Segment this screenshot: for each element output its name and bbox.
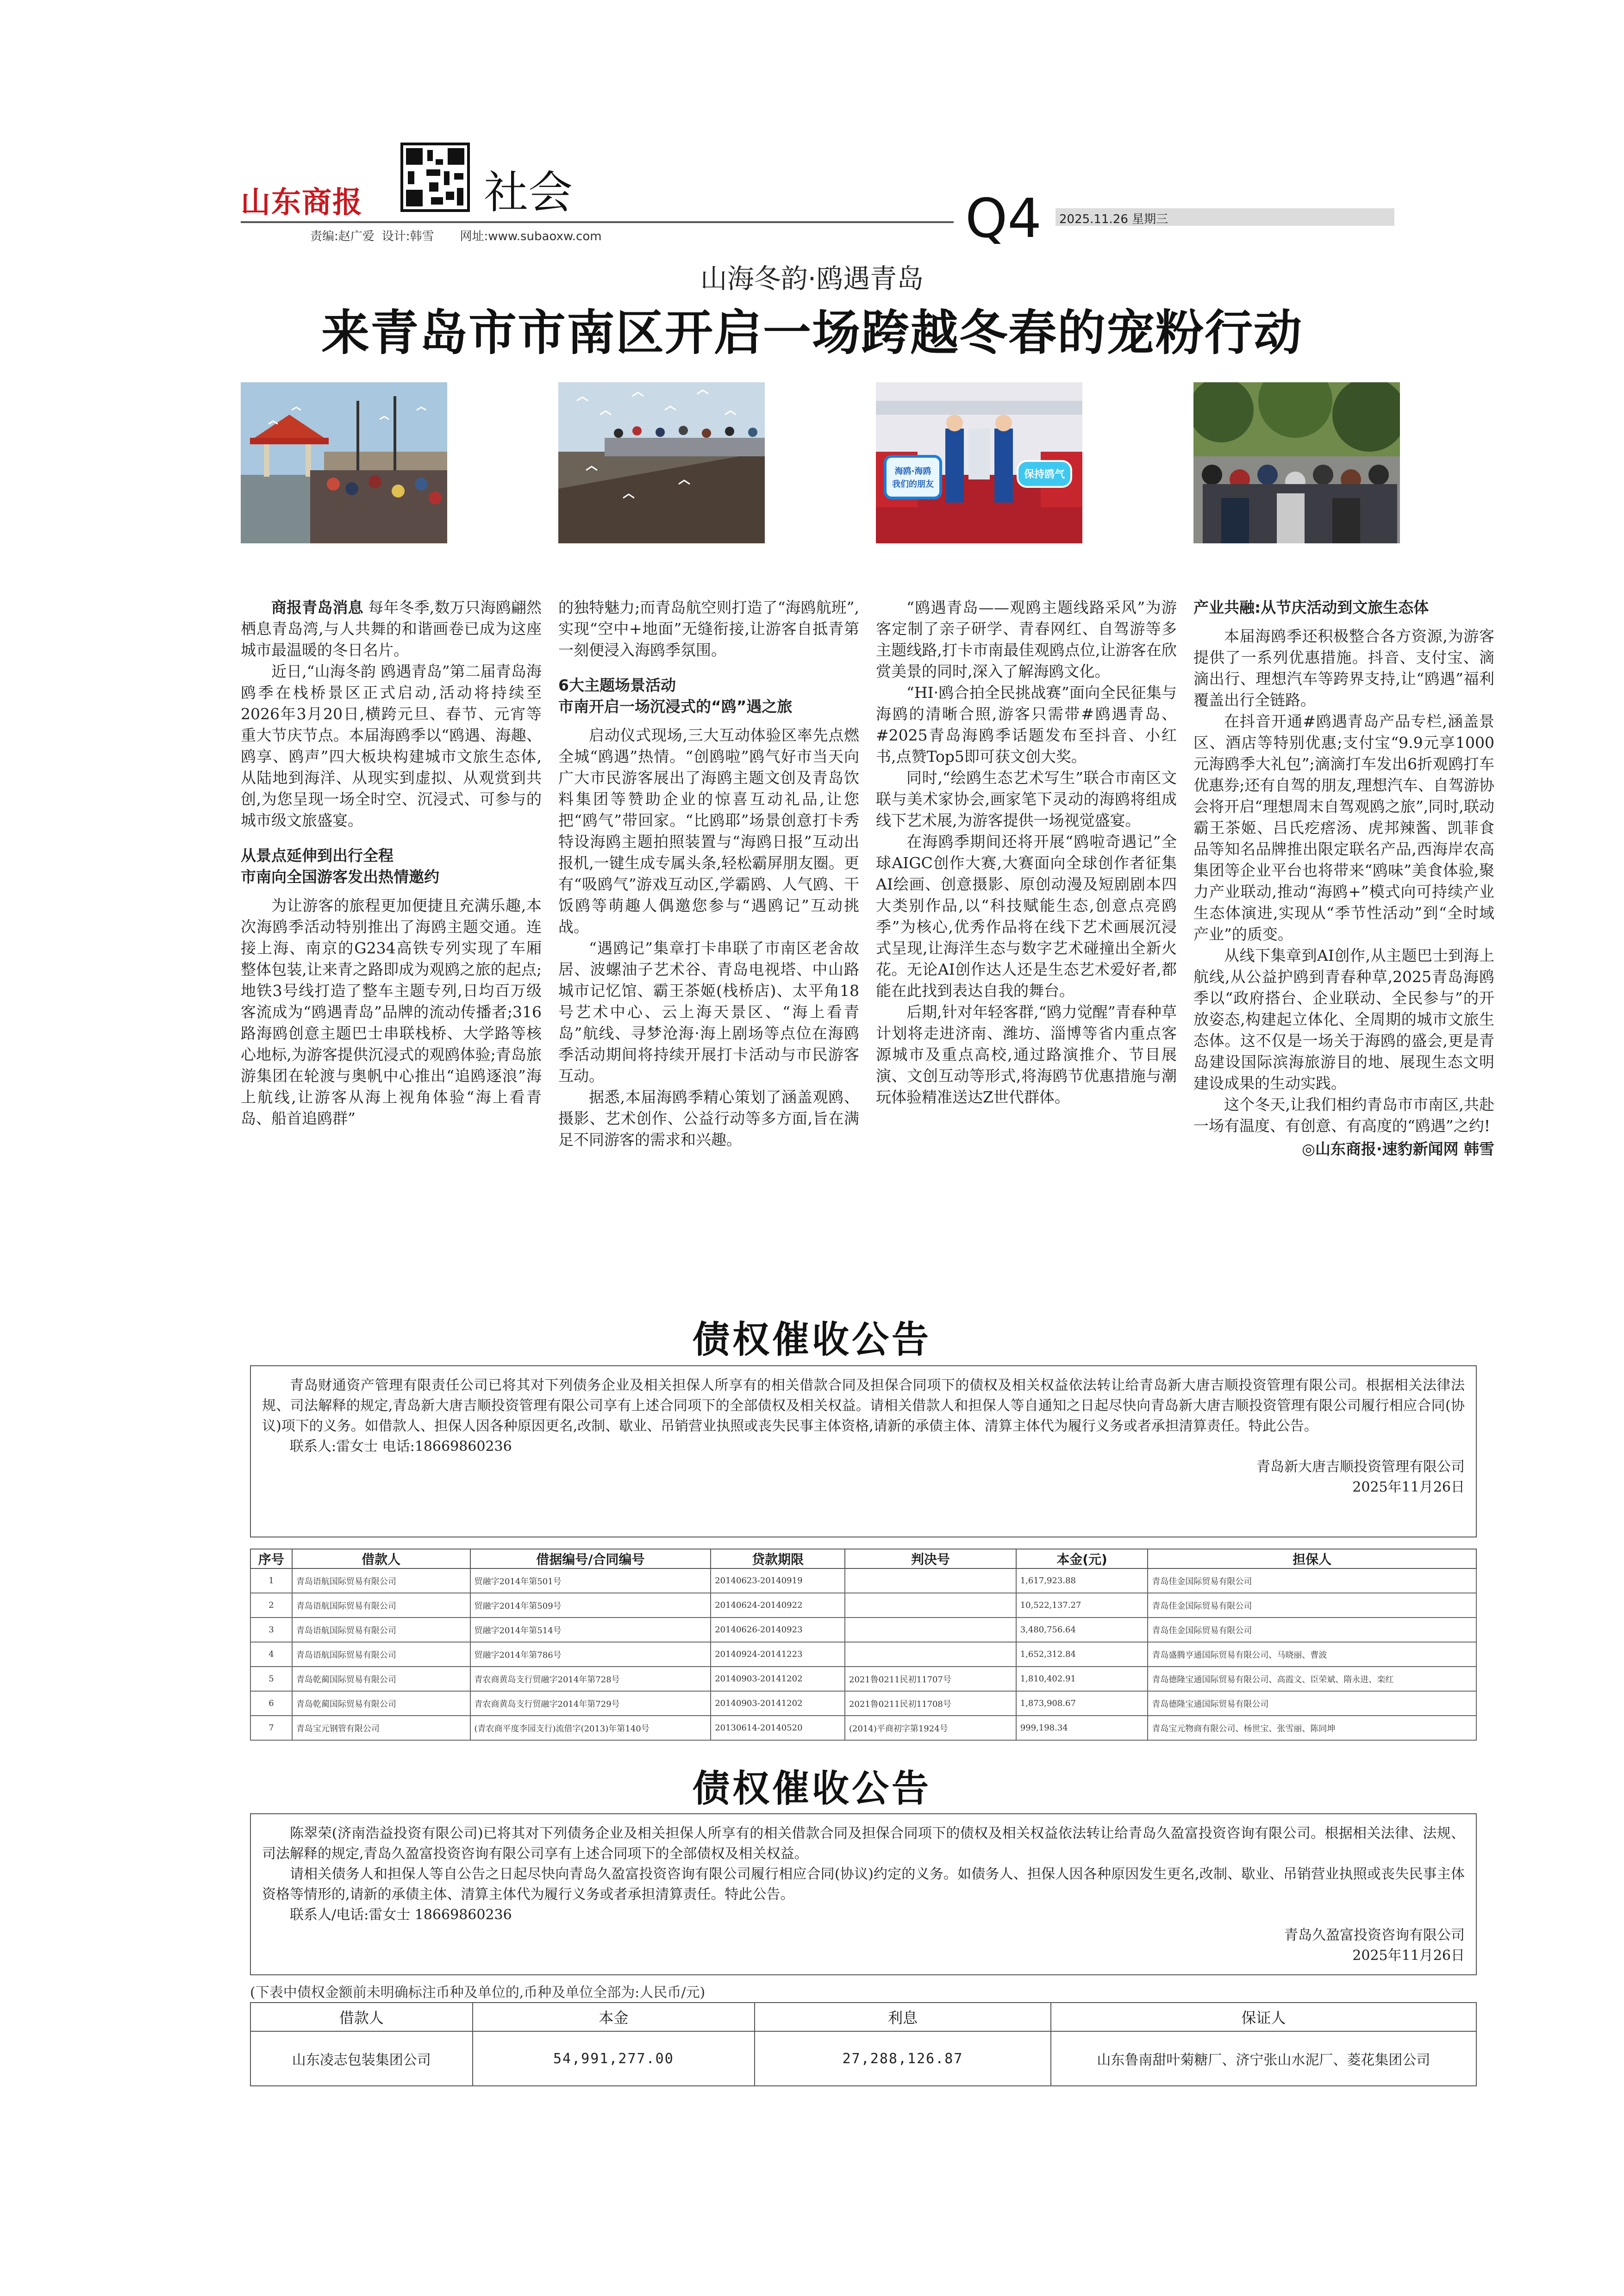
table-cell: 1,810,402.91 [1016, 1667, 1148, 1691]
table-cell [845, 1642, 1016, 1667]
table-cell: 999,198.34 [1016, 1716, 1148, 1740]
article-paragraph: “遇鸥记”集章打卡串联了市南区老舍故居、波螺油子艺术谷、青岛电视塔、中山路城市记忆馆、霸王茶姬(栈桥店)、太平角18号艺术中心、云上海天景区、“海上看青岛”航线、寻梦沧海·海上剧场等点位在海鸥季活动期间将持续开展打卡活动与市民游客互动。 [558, 939, 859, 1085]
table-cell [845, 1568, 1016, 1593]
table-cell: 5 [250, 1667, 292, 1691]
article-paragraph: 后期,针对年轻客群,“鸥力觉醒”青春种草计划将走进济南、潍坊、淄博等省内重点客源城市及重点高校,通过路演推介、节目展演、文创互动等形式,将海鸥节优惠措施与潮玩体验精准送达Z世代群体。 [876, 1003, 1177, 1106]
table-cell: 6 [250, 1691, 292, 1716]
train-attendants-photo [876, 382, 1082, 543]
article-paragraph: 据悉,本届海鸥季精心策划了涵盖观鸥、摄影、艺术创作、公益行动等多方面,旨在满足不同游客的需求和兴趣。 [558, 1088, 859, 1149]
designer-credit: 设计:韩雪 [381, 230, 434, 243]
subheading-line: 从景点延伸到出行全程 [241, 846, 394, 865]
website-link[interactable]: 网址:www.subaoxw.com [460, 230, 602, 243]
table-cell: 20140924-20141223 [711, 1642, 845, 1667]
table-cell: 54,991,277.00 [473, 2031, 755, 2086]
article-paragraph: 近日,“山海冬韵 鸥遇青岛”第二届青岛海鸥季在栈桥景区正式启动,活动将持续至2026年3月20日,横跨元旦、春节、元宵等重大节庆节点。本届海鸥季以“鸥遇、海趣、鸥享、鸥声”四大板块构建城市文旅生态体,从陆地到海洋、从现实到虚拟、从观赏到共创,为您呈现一场全时空、沉浸式、可参与的城市级文旅盛宴。 [241, 662, 542, 829]
article-paragraph: 从线下集章到AI创作,从主题巴士到海上航线,从公益护鸥到青春种草,2025青岛海鸥季以“政府搭台、企业联动、全民参与”的开放姿态,构建起立体化、全周期的城市文旅生态体。这不仅是一场关于海鸥的盛会,更是青岛建设国际滨海旅游目的地、展现生态文明建设成果的生动实践。 [1193, 946, 1494, 1092]
table-header-cell: 本金(元) [1016, 1549, 1148, 1568]
table-cell: 20140903-20141202 [711, 1667, 845, 1691]
article-paragraph: 在抖音开通#鸥遇青岛产品专栏,涵盖景区、酒店等特别优惠;支付宝“9.9元享1000元海鸥季大礼包”;滴滴打车发出6折观鸥打车优惠券;还有自驾的朋友,理想汽车、自驾游协会将开启“理想周末自驾观鸥之旅”,同时,联动霸王茶姬、吕氏疙瘩汤、虎邦辣酱、凯菲食品等知名品牌推出限定联名产品,西海岸农高集团等企业平台也将带来“鸥味”美食体验,聚力产业联动,推动“海鸥+”模式向可持续产业生态体演进,实现从“季节性活动”到“全时域产业”的质变。 [1193, 712, 1494, 943]
notice-contact: 联系人/电话:雷女士 18669860236 [290, 1907, 512, 1923]
table-header-row [250, 1549, 1476, 1568]
subheading [241, 845, 542, 888]
page-number: Q4 [965, 187, 1042, 250]
table-cell: 20140623-20140919 [711, 1568, 845, 1593]
article-signature: ◎山东商报·速豹新闻网 韩雪 [1302, 1140, 1494, 1158]
table-header-row [250, 2003, 1476, 2031]
article-paragraph: 同时,“绘鸥生态艺术写生”联合市南区文联与美术家协会,画家笔下灵动的海鸥将组成线下艺术展,为游客提供一场视觉盛宴。 [876, 769, 1177, 829]
brand-logo: 山东商报 [241, 186, 363, 220]
qr-code-icon[interactable] [400, 143, 470, 212]
table-header-cell: 借款人 [250, 2003, 473, 2031]
article-paragraph: 每年冬季,数万只海鸥翩然栖息青岛湾,与人共舞的和谐画卷已成为这座城市最温暖的冬日名片。 [241, 598, 542, 659]
subheading-line: 市南向全国游客发出热情邀约 [241, 868, 439, 886]
table-header-cell: 保证人 [1051, 2003, 1476, 2031]
table-cell: 1 [250, 1568, 292, 1593]
table-cell: (2014)平商初字第1924号 [845, 1716, 1016, 1740]
debt-table [250, 2002, 1477, 2086]
article-column-4 [1193, 597, 1494, 1296]
table-header-cell: 序号 [250, 1549, 292, 1568]
svg-text:保持鸥气: 保持鸥气 [1024, 469, 1065, 480]
article-paragraph: 本届海鸥季还积极整合各方资源,为游客提供了一系列优惠措施。抖音、支付宝、滴滴出行、理想汽车等跨界支持,让“鸥遇”福利覆盖出行全链路。 [1193, 627, 1494, 709]
table-row [250, 1642, 1476, 1667]
article-lead: 商报青岛消息 [271, 598, 363, 616]
table-cell: 贸融字2014年第509号 [470, 1593, 711, 1618]
table-cell: 3 [250, 1618, 292, 1642]
credits-line [310, 227, 609, 244]
table-cell: 2021鲁0211民初11708号 [845, 1691, 1016, 1716]
subheading: 产业共融:从节庆活动到文旅生态体 [1193, 598, 1429, 616]
table-cell: 青岛乾蔺国际贸易有限公司 [292, 1691, 470, 1716]
table-cell: 1,873,908.67 [1016, 1691, 1148, 1716]
table-cell: 青岛德隆宝通国际贸易有限公司、高霞文、臣荣斌、隋永进、栾红 [1148, 1667, 1476, 1691]
table-cell: 青岛德隆宝通国际贸易有限公司 [1148, 1691, 1476, 1716]
article-paragraph: 为让游客的旅程更加便捷且充满乐趣,本次海鸥季活动特别推出了海鸥主题交通。连接上海、南京的G234高铁专列实现了车厢整体包装,让来青之路即成为观鸥之旅的起点;地铁3号线打造了整车主题专列,日均百万级客流成为“鸥遇青岛”品牌的流动传播者;316路海鸥创意主题巴士串联栈桥、大学路等核心地标,为游客提供沉浸式的观鸥体验;青岛旅游集团在轮渡与奥帆中心推出“追鸥逐浪”海上航线,让游客从海上视角体验“海上看青岛、船首追鸥群” [241, 896, 542, 1127]
section-name: 社会 [484, 167, 573, 218]
table-cell: 青岛语航国际贸易有限公司 [292, 1593, 470, 1618]
table-cell: 2 [250, 1593, 292, 1618]
table-cell: 青岛佳金国际贸易有限公司 [1148, 1618, 1476, 1642]
table-cell: 20130614-20140520 [711, 1716, 845, 1740]
svg-text:海鸥·海鸥: 海鸥·海鸥 [894, 467, 931, 476]
table-cell: 贸融字2014年第514号 [470, 1618, 711, 1642]
table-row [250, 1618, 1476, 1642]
article-paragraph: 的独特魅力;而青岛航空则打造了“海鸥航班”,实现“空中+地面”无缝衔接,让游客自抵青第一刻便浸入海鸥季氛围。 [558, 598, 859, 659]
table-cell: 2021鲁0211民初11707号 [845, 1667, 1016, 1691]
table-row [250, 1593, 1476, 1618]
table-row [250, 1568, 1476, 1593]
table-header-cell: 担保人 [1148, 1549, 1476, 1568]
table-row [250, 1716, 1476, 1740]
table-cell: 山东鲁南甜叶菊糖厂、济宁张山水泥厂、菱花集团公司 [1051, 2031, 1476, 2086]
table-row [250, 1667, 1476, 1691]
table-cell: 20140626-20140923 [711, 1618, 845, 1642]
table-cell: 4 [250, 1642, 292, 1667]
article-paragraph: 在海鸥季期间还将开展“鸥啦奇遇记”全球AIGC创作大赛,大赛面向全球创作者征集AI绘画、创意摄影、原创动漫及短剧剧本四大类别作品,以“科技赋能生态,创意点亮鸥季”为核心,优秀作品将在线下艺术画展沉浸式呈现,让海洋生态与数字艺术碰撞出全新火花。无论AI创作达人还是生态艺术爱好者,都能在此找到表达自我的舞台。 [876, 833, 1177, 1000]
table-header-cell: 借据编号/合同编号 [470, 1549, 711, 1568]
table-cell: 青岛盛腾亨通国际贸易有限公司、马晓丽、曹波 [1148, 1642, 1476, 1667]
table-cell: 青岛佳金国际贸易有限公司 [1148, 1568, 1476, 1593]
article-paragraph: 启动仪式现场,三大互动体验区率先点燃全城“鸥遇”热情。“创鸥啦”鸥气好市当天向广大市民游客展出了海鸥主题文创及青岛饮料集团等赞助企业的惊喜互动礼品,让您把“鸥气”带回家。“比鸥耶”场景创意打卡秀特设海鸥主题拍照装置与“海鸥日报”互动出报机,一键生成专属头条,轻松霸屏朋友圈。更有“吸鸥气”游戏互动区,学霸鸥、人气鸥、干饭鸥等萌趣人偶邀您参与“遇鸥记”互动挑战。 [558, 726, 859, 936]
notice-paragraph: 陈翠荣(济南浩益投资有限公司)已将其对下列债务企业及相关担保人所享有的相关借款合同及担保合同项下的债权及相关权益依法转让给青岛久盈富投资咨询有限公司。根据相关法律、法规、司法解释的规定,青岛久盈富投资咨询有限公司享有上述合同项下的全部债权及相关权益。 [262, 1825, 1465, 1862]
editor-credit: 责编:赵广爱 [310, 230, 375, 243]
table-cell: 20140624-20140922 [711, 1593, 845, 1618]
table-cell: 青岛宝元物商有限公司、杨世宝、张雪丽、陈同坤 [1148, 1716, 1476, 1740]
masthead-divider [241, 221, 954, 223]
table-row [250, 1691, 1476, 1716]
notice-date: 2025年11月26日 [1352, 1479, 1465, 1495]
notice-body-box [250, 1813, 1477, 1975]
table-note: (下表中债权金额前未明确标注币种及单位的,币种及单位全部为:人民币/元) [250, 1985, 706, 2001]
table-header-cell: 利息 [755, 2003, 1051, 2031]
pier-pavilion-photo [241, 382, 447, 543]
table-cell: 20140903-20141202 [711, 1691, 845, 1716]
table-cell: (青农商平度李园支行)流借字(2013)年第140号 [470, 1716, 711, 1740]
subheading-line: 6大主题场景活动 [558, 676, 676, 694]
notice-paragraph: 请相关债务人和担保人等自公告之日起尽快向青岛久盈富投资咨询有限公司履行相应合同(协议)约定的义务。如债务人、担保人因各种原因发生更名,改制、歇业、吊销营业执照或丧失民事主体资格等情形的,请新的承债主体、清算主体代为履行义务或者承担清算责任。特此公告。 [262, 1866, 1465, 1903]
table-cell: 1,652,312.84 [1016, 1642, 1148, 1667]
park-crowd-photo [1193, 382, 1400, 543]
article-paragraph: “鸥遇青岛——观鸥主题线路采风”为游客定制了亲子研学、青春网红、自驾游等多主题线路,打卡市南最佳观鸥点位,让游客在欣赏美景的同时,深入了解海鸥文化。 [876, 598, 1177, 680]
table-cell: 7 [250, 1716, 292, 1740]
table-cell: 青农商黄岛支行贸融字2014年第729号 [470, 1691, 711, 1716]
notice-org: 青岛久盈富投资咨询有限公司 [1284, 1927, 1465, 1943]
seagull-crowd-photo [558, 382, 765, 543]
subheading [558, 675, 859, 717]
notice-title: 债权催收公告 [693, 1318, 931, 1361]
table-cell: 山东凌志包装集团公司 [250, 2031, 473, 2086]
table-cell: 青农商黄岛支行贸融字2014年第728号 [470, 1667, 711, 1691]
table-cell: 青岛佳金国际贸易有限公司 [1148, 1593, 1476, 1618]
table-cell: 青岛语航国际贸易有限公司 [292, 1568, 470, 1593]
debt-table [250, 1549, 1477, 1741]
notice-paragraph: 青岛财通资产管理有限责任公司已将其对下列债务企业及相关担保人所享有的相关借款合同及担保合同项下的债权及相关权益依法转让给青岛新大唐吉顺投资管理有限公司。根据相关法律法规、司法解释的规定,青岛新大唐吉顺投资管理有限公司享有上述合同项下的全部债权及相关权益。请相关借款人和担保人等自通知之日起尽快向青岛新大唐吉顺投资管理有限公司履行相应合同(协议)项下的义务。如借款人、担保人因各种原因更名,改制、歇业、吊销营业执照或丧失民事主体资格,请新的承债主体、清算主体代为履行义务或者承担清算责任。特此公告。 [262, 1377, 1465, 1434]
table-cell: 青岛宝元钢管有限公司 [292, 1716, 470, 1740]
table-header-cell: 借款人 [292, 1549, 470, 1568]
table-cell: 贸融字2014年第786号 [470, 1642, 711, 1667]
table-cell: 27,288,126.87 [755, 2031, 1051, 2086]
table-cell: 青岛语航国际贸易有限公司 [292, 1642, 470, 1667]
table-header-cell: 判决号 [845, 1549, 1016, 1568]
table-row [250, 2031, 1476, 2086]
table-cell [845, 1593, 1016, 1618]
notice-date: 2025年11月26日 [1352, 1948, 1465, 1964]
article-paragraph: “HI·鸥合拍全民挑战赛”面向全民征集与海鸥的清晰合照,游客只需带#鸥遇青岛、#2025青岛海鸥季话题发布至抖音、小红书,点赞Top5即可获文创大奖。 [876, 684, 1177, 765]
table-cell: 青岛语航国际贸易有限公司 [292, 1618, 470, 1642]
table-cell: 贸融字2014年第501号 [470, 1568, 711, 1593]
svg-text:我们的朋友: 我们的朋友 [892, 479, 934, 489]
subheading-line: 市南开启一场沉浸式的“鸥”遇之旅 [558, 697, 793, 716]
table-cell [845, 1618, 1016, 1642]
notice-body-box [250, 1365, 1477, 1537]
table-cell: 青岛乾蔺国际贸易有限公司 [292, 1667, 470, 1691]
notice-title: 债权催收公告 [693, 1767, 931, 1810]
notice-org: 青岛新大唐吉顺投资管理有限公司 [1256, 1459, 1465, 1475]
table-header-cell: 贷款期限 [711, 1549, 845, 1568]
article-column-3 [876, 597, 1177, 1296]
headline-kicker: 山海冬韵·鸥遇青岛 [700, 263, 924, 294]
article-column-2 [558, 597, 859, 1296]
table-cell: 3,480,756.64 [1016, 1618, 1148, 1642]
article-column-1 [241, 597, 542, 1296]
table-cell: 1,617,923.88 [1016, 1568, 1148, 1593]
table-header-cell: 本金 [473, 2003, 755, 2031]
notice-contact: 联系人:雷女士 电话:18669860236 [290, 1438, 512, 1455]
issue-date: 2025.11.26 星期三 [1056, 208, 1394, 226]
article-paragraph: 这个冬天,让我们相约青岛市市南区,共赴一场有温度、有创意、有高度的“鸥遇”之约! [1193, 1095, 1494, 1135]
page-title: 来青岛市市南区开启一场跨越冬春的宠粉行动 [321, 305, 1303, 361]
table-cell: 10,522,137.27 [1016, 1593, 1148, 1618]
masthead [241, 139, 1394, 250]
